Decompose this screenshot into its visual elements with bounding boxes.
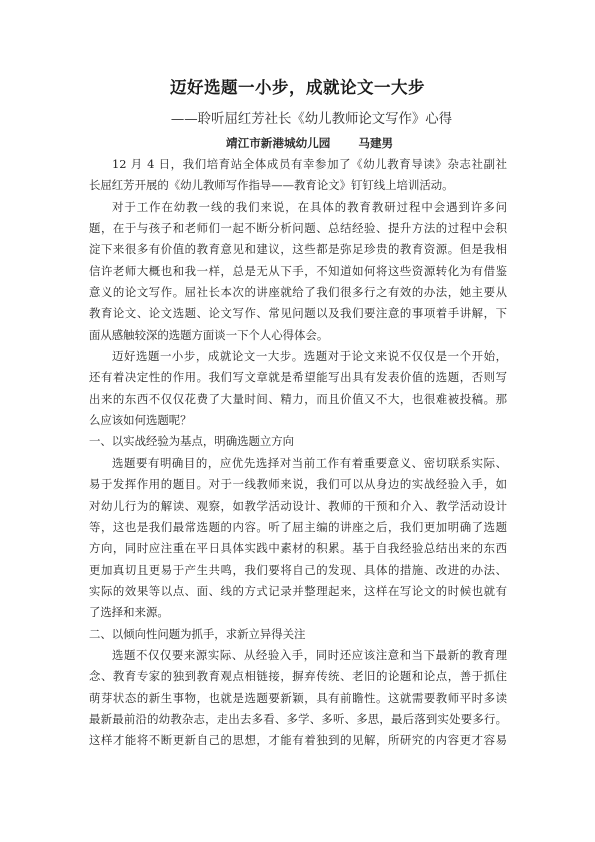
- paragraph-line: 选题不仅仅要来源实际、从经验入手，同时还应该注意和当下最新的教育理: [112, 647, 507, 662]
- author-line: [226, 135, 393, 151]
- paragraph-line: 面从感触较深的选题方面谈一下个人心得体会。: [89, 327, 329, 342]
- paragraph-line: 对于工作在幼教一线的我们来说，在具体的教育教研过程中会遇到许多问: [112, 199, 507, 214]
- paragraph-line: 12 月 4 日，我们培育站全体成员有幸参加了《幼儿教育导读》杂志社副社: [112, 157, 507, 171]
- paragraph-line: 萌芽状态的新生事物，也就是选题要新颖，具有前瞻性。这就需要教师平时多读: [89, 690, 507, 705]
- paragraph-line: 教育论文、论文选题、论文写作、常见问题以及我们要注意的事项着手讲解，下: [89, 306, 507, 321]
- paragraph-line: 更加真切且更易于产生共鸣，我们要将自己的发现、具体的措施、改进的办法、: [89, 562, 507, 577]
- paragraph-line: 出来的东西不仅仅花费了大量时间、精力，而且价值又不大，也很难被投稿。那: [89, 391, 507, 406]
- paragraph-line: 易于发挥作用的题目。对于一线教师来说，我们可以从身边的实战经验入手，如: [89, 477, 507, 492]
- paragraph-line: 这样才能将不断更新自己的思想，才能有着独到的见解，所研究的内容更才容易: [89, 733, 507, 748]
- paragraph-line: 等，这也是我们最常选题的内容。听了屈主编的讲座之后，我们更加明确了选题: [89, 519, 507, 534]
- body-text: [89, 154, 507, 752]
- author-name: 马建男: [358, 136, 394, 150]
- paragraph-line: 方向，同时应注重在平日具体实践中素材的积累。基于自我经验总结出来的东西: [89, 541, 507, 556]
- paragraph-line: 题，在于与孩子和老师们一起不断分析问题、总结经验、提升方法的过程中会积: [89, 221, 507, 236]
- paragraph-line: 还有着决定性的作用。我们写文章就是希望能写出具有发表价值的选题，否则写: [89, 370, 507, 385]
- section-heading: 二、以倾向性问题为抓手，求新立异得关注: [89, 626, 306, 641]
- paragraph-line: 迈好选题一小步，成就论文一大步。选题对于论文来说不仅仅是一个开始，: [112, 349, 507, 364]
- section-heading: 一、以实战经验为基点，明确选题立方向: [89, 434, 295, 449]
- document-subtitle: ——聆听屈红芳社长《幼儿教师论文写作》心得: [170, 112, 453, 127]
- paragraph-line: 淀下来很多有价值的教育意见和建议，这些都是弥足珍贵的教育资源。但是我相: [89, 242, 507, 257]
- paragraph-line: 信许老师大概也和我一样，总是无从下手，不知道如何将这些资源转化为有借鉴: [89, 263, 507, 278]
- paragraph-line: 对幼儿行为的解读、观察，如教学活动设计、教师的干预和介入、教学活动设计: [89, 498, 507, 513]
- paragraph-line: 选题要有明确目的，应优先选择对当前工作有着重要意义、密切联系实际、: [112, 455, 507, 470]
- author-school: 靖江市新港城幼儿园: [226, 136, 331, 150]
- paragraph-line: 念、教育专家的独到教育观点相链接，摒弃传统、老旧的论题和论点，善于抓住: [89, 669, 507, 684]
- paragraph-line: 实际的效果等以点、面、线的方式记录并整理起来，这样在写论文的时候也就有: [89, 583, 507, 598]
- paragraph-line: 么应该如何选题呢？: [89, 413, 192, 428]
- document-title: 迈好选题一小步，成就论文一大步: [170, 78, 425, 97]
- paragraph-line: 长屈红芳开展的《幼儿教师写作指导——教育论文》钉钉线上培训活动。: [89, 178, 454, 193]
- paragraph-line: 意义的论文写作。屈社长本次的讲座就给了我们很多行之有效的办法，她主要从: [89, 285, 507, 300]
- paragraph-line: 了选择和来源。: [89, 605, 169, 620]
- paragraph-line: 最新最前沿的幼教杂志，走出去多看、多学、多听、多思，最后落到实处要多行。: [89, 711, 507, 726]
